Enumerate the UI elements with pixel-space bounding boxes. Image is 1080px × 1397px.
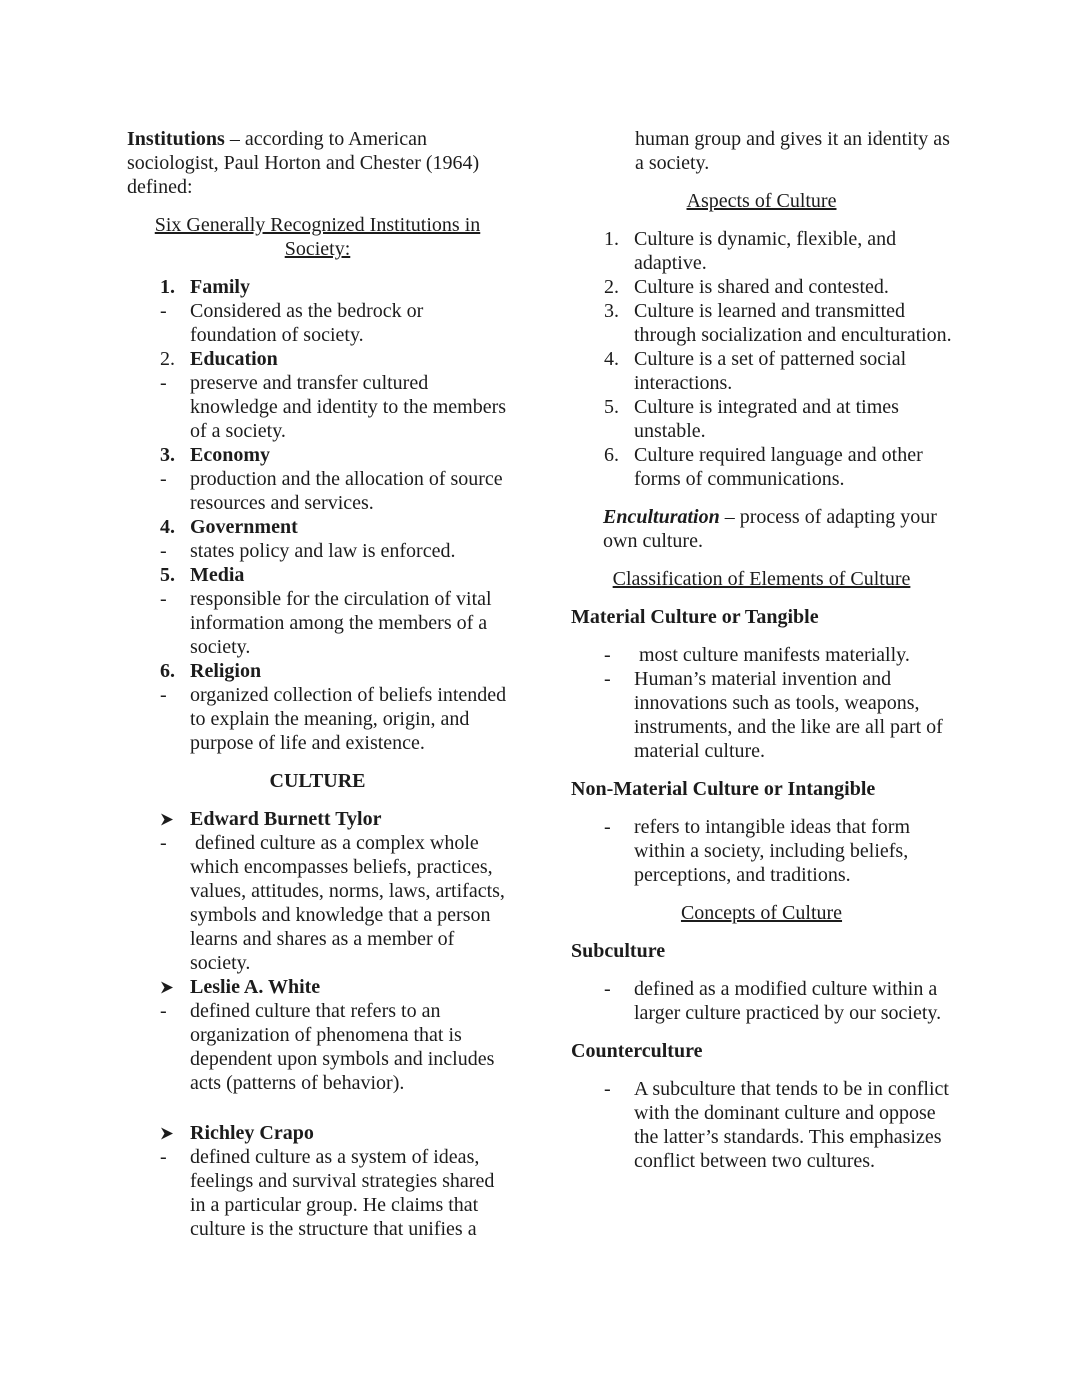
bullet-text: refers to intangible ideas that form within a society, including beliefs, perceptions, and traditions. bbox=[634, 816, 916, 886]
list-item bbox=[127, 683, 512, 755]
list-item bbox=[127, 515, 508, 539]
aspect-number: 3. bbox=[604, 300, 619, 322]
bullet-dash: - bbox=[160, 832, 167, 854]
aspect-number: 2. bbox=[604, 276, 619, 298]
institutions-list bbox=[127, 275, 512, 755]
list-item bbox=[571, 1077, 952, 1173]
author-name: Richley Crapo bbox=[190, 1122, 314, 1144]
author-desc: defined culture as a complex whole which encompasses beliefs, practices, values, attitudes, norms, laws, artifacts, symbols and knowledge that a person learns and shares as a member of society. bbox=[190, 832, 510, 974]
list-item bbox=[127, 539, 508, 563]
list-item bbox=[127, 563, 508, 587]
list-item bbox=[571, 443, 952, 491]
item-number: 1. bbox=[160, 276, 175, 298]
aspect-number: 1. bbox=[604, 228, 619, 250]
item-name: Economy bbox=[190, 444, 270, 466]
aspect-text: Culture is integrated and at times unstable. bbox=[634, 396, 904, 442]
item-number: 6. bbox=[160, 660, 175, 682]
list-item bbox=[571, 347, 952, 395]
bullet-text: Human’s material invention and innovations such as tools, weapons, instruments, and the like are all part of material culture. bbox=[634, 668, 948, 762]
item-number: 4. bbox=[160, 516, 175, 538]
aspect-text: Culture is shared and contested. bbox=[634, 276, 889, 298]
section-heading-culture: CULTURE bbox=[269, 770, 366, 792]
enculturation-term: Enculturation bbox=[603, 506, 720, 528]
list-item bbox=[127, 347, 508, 371]
intro-term: Institutions bbox=[127, 128, 225, 150]
list-item bbox=[127, 467, 508, 515]
bullet-dash: - bbox=[604, 644, 611, 666]
item-number: 3. bbox=[160, 444, 175, 466]
author-name: Edward Burnett Tylor bbox=[190, 808, 382, 830]
list-item bbox=[571, 815, 952, 887]
left-column bbox=[127, 127, 512, 1255]
material-bullets bbox=[571, 643, 952, 763]
list-item bbox=[127, 371, 512, 443]
item-desc: production and the allocation of source resources and services. bbox=[190, 468, 508, 514]
list-item bbox=[127, 831, 508, 975]
item-desc: preserve and transfer cultured knowledge and identity to the members of a society. bbox=[190, 372, 512, 442]
aspect-text: Culture is dynamic, flexible, and adaptive. bbox=[634, 228, 902, 274]
bullet-dash: - bbox=[160, 588, 167, 610]
item-number: 2. bbox=[160, 348, 175, 370]
item-desc: Considered as the bedrock or foundation of society. bbox=[190, 300, 429, 346]
arrow-bullet-icon bbox=[160, 1121, 190, 1145]
bullet-dash: - bbox=[160, 468, 167, 490]
arrow-bullet-icon bbox=[160, 807, 190, 831]
culture-authors-list bbox=[127, 807, 508, 1241]
enculturation-rest: – process of adapting your own culture. bbox=[603, 506, 937, 552]
bullet-text: most culture manifests materially. bbox=[634, 644, 910, 666]
bullet-dash: - bbox=[160, 540, 167, 562]
section-heading-institutions: Six Generally Recognized Institutions in Society: bbox=[154, 214, 481, 260]
list-item bbox=[127, 659, 508, 683]
subheading-counterculture: Counterculture bbox=[571, 1040, 703, 1062]
list-item bbox=[571, 667, 952, 763]
list-item bbox=[571, 299, 952, 347]
list-item bbox=[571, 977, 952, 1025]
bullet-dash: - bbox=[160, 300, 167, 322]
item-number: 5. bbox=[160, 564, 175, 586]
section-heading-concepts: Concepts of Culture bbox=[680, 902, 843, 924]
subculture-bullets bbox=[571, 977, 952, 1025]
right-column bbox=[571, 127, 952, 1255]
author-name: Leslie A. White bbox=[190, 976, 321, 998]
list-item bbox=[127, 275, 508, 299]
aspects-list bbox=[571, 227, 952, 491]
author-desc: defined culture as a system of ideas, feelings and survival strategies shared in a particular group. He claims that culture is the structure that unifies a bbox=[190, 1146, 500, 1240]
bullet-dash: - bbox=[604, 816, 611, 838]
aspect-number: 6. bbox=[604, 444, 619, 466]
intro-paragraph bbox=[127, 127, 508, 199]
aspect-text: Culture is learned and transmitted through socialization and enculturation. bbox=[634, 300, 952, 346]
list-item bbox=[127, 1145, 508, 1241]
list-item bbox=[571, 227, 952, 275]
item-name: Media bbox=[190, 564, 245, 586]
bullet-dash: - bbox=[604, 1078, 611, 1100]
item-desc: responsible for the circulation of vital information among the members of a society. bbox=[190, 588, 497, 658]
aspect-text: Culture required language and other forms of communications. bbox=[634, 444, 928, 490]
item-name: Education bbox=[190, 348, 278, 370]
nonmaterial-bullets bbox=[571, 815, 952, 887]
subheading-subculture: Subculture bbox=[571, 940, 666, 962]
bullet-text: A subculture that tends to be in conflict with the dominant culture and oppose the latter’s standards. This emphasizes conflict between two cultures. bbox=[634, 1078, 954, 1172]
aspect-number: 5. bbox=[604, 396, 619, 418]
list-item bbox=[571, 643, 952, 667]
intro-rest: – according to American sociologist, Paul Horton and Chester (1964) defined: bbox=[127, 128, 480, 198]
list-item bbox=[571, 395, 952, 443]
enculturation-paragraph bbox=[603, 505, 952, 553]
section-heading-aspects: Aspects of Culture bbox=[686, 190, 837, 212]
aspect-text: Culture is a set of patterned social interactions. bbox=[634, 348, 912, 394]
list-item bbox=[127, 975, 508, 999]
item-name: Government bbox=[190, 516, 298, 538]
bullet-dash: - bbox=[160, 1000, 167, 1022]
aspect-number: 4. bbox=[604, 348, 619, 370]
list-item bbox=[127, 443, 508, 467]
item-name: Family bbox=[190, 276, 250, 298]
list-item bbox=[127, 807, 508, 831]
list-item bbox=[127, 299, 508, 347]
item-name: Religion bbox=[190, 660, 262, 682]
bullet-dash: - bbox=[160, 684, 167, 706]
item-desc: organized collection of beliefs intended to explain the meaning, origin, and purpose of life and existence. bbox=[190, 684, 512, 754]
subheading-nonmaterial-culture: Non-Material Culture or Intangible bbox=[571, 778, 876, 800]
counterculture-bullets bbox=[571, 1077, 952, 1173]
list-item bbox=[571, 275, 952, 299]
bullet-dash: - bbox=[160, 1146, 167, 1168]
bullet-dash: - bbox=[604, 668, 611, 690]
bullet-dash: - bbox=[604, 978, 611, 1000]
section-heading-classification: Classification of Elements of Culture bbox=[612, 568, 911, 590]
subheading-material-culture: Material Culture or Tangible bbox=[571, 606, 819, 628]
list-item bbox=[127, 999, 508, 1095]
arrow-bullet-icon bbox=[160, 975, 190, 999]
item-desc: states policy and law is enforced. bbox=[190, 540, 456, 562]
bullet-text: defined as a modified culture within a larger culture practiced by our society. bbox=[634, 978, 943, 1024]
continuation-paragraph: human group and gives it an identity as a society. bbox=[635, 128, 950, 174]
bullet-dash: - bbox=[160, 372, 167, 394]
author-desc: defined culture that refers to an organization of phenomena that is dependent upon symbols and includes acts (patterns of behavior). bbox=[190, 1000, 500, 1094]
list-item bbox=[127, 587, 508, 659]
list-item bbox=[127, 1121, 508, 1145]
